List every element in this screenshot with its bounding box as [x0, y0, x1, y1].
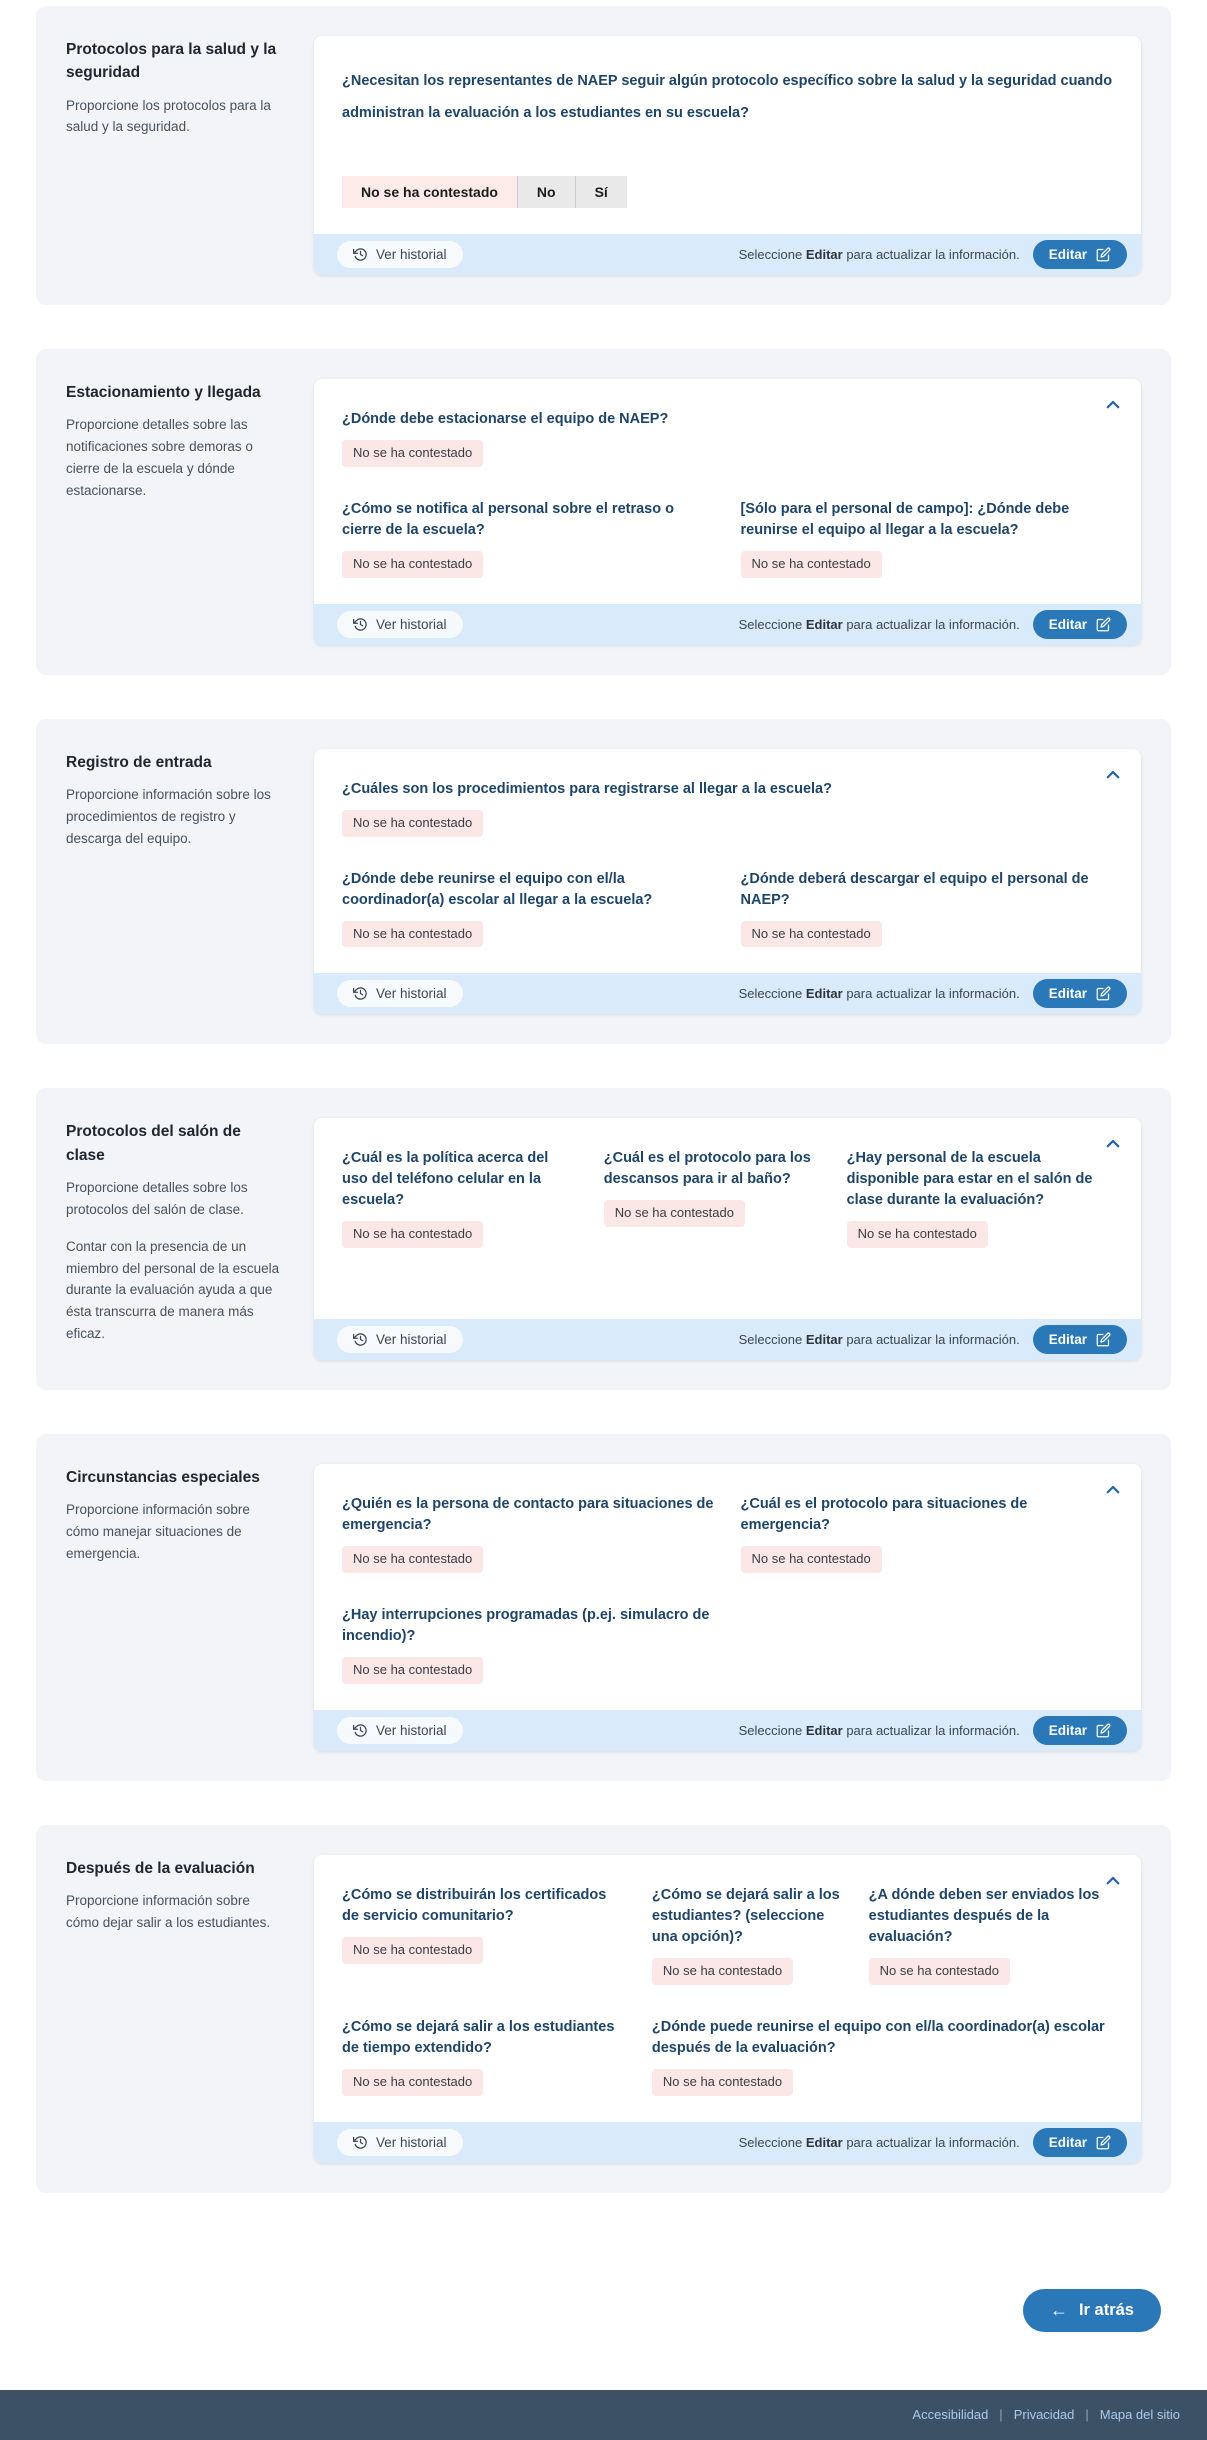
- status-badge-not-answered: No se ha contestado: [869, 1958, 1010, 1985]
- status-badge-not-answered: No se ha contestado: [342, 1937, 483, 1964]
- section-title: Registro de entrada: [66, 753, 212, 771]
- status-badge-not-answered: No se ha contestado: [342, 1657, 483, 1684]
- view-history-button[interactable]: Ver historial: [337, 2129, 463, 2156]
- status-badge-not-answered: No se ha contestado: [342, 1221, 483, 1248]
- question-text: ¿Cuál es el protocolo para los descansos para ir al baño?: [603, 1150, 811, 1188]
- edit-hint: Seleccione Editar para actualizar la información.: [738, 2134, 1020, 2150]
- collapse-button[interactable]: [1100, 762, 1126, 788]
- left-arrow-icon: ←: [1049, 2300, 1068, 2321]
- section-description: Proporcione información sobre cómo manejar situaciones de emergencia.: [66, 1502, 250, 1561]
- history-icon: [353, 617, 368, 632]
- footer-link-accesibilidad[interactable]: Accesibilidad: [912, 2407, 989, 2423]
- back-row: [36, 2237, 1171, 2390]
- status-badge-not-answered: No se ha contestado: [342, 2069, 483, 2096]
- edit-icon: [1096, 247, 1111, 262]
- question-text: ¿Dónde debe estacionarse el equipo de NAEP?: [342, 410, 669, 427]
- chevron-up-icon: [1104, 1135, 1122, 1153]
- edit-button[interactable]: Editar: [1033, 979, 1127, 1008]
- collapse-button[interactable]: [1100, 1868, 1126, 1894]
- card-footer: [314, 234, 1141, 275]
- chevron-up-icon: [1104, 1481, 1122, 1499]
- sections-list: [36, 6, 1171, 2193]
- chevron-up-icon: [1104, 766, 1122, 784]
- question-text: ¿Necesitan los representantes de NAEP seguir algún protocolo específico sobre la salud y la seguridad cuando administran la evaluación a los estudiantes en su escuela?: [342, 73, 1113, 121]
- question-text: ¿Hay interrupciones programadas (p.ej. simulacro de incendio)?: [342, 1606, 710, 1644]
- segment-option[interactable]: No se ha contestado: [342, 176, 517, 208]
- section-description: Proporcione detalles sobre las notificaciones sobre demoras o cierre de la escuela y dónde estacionarse.: [66, 417, 253, 498]
- edit-button[interactable]: Editar: [1033, 610, 1127, 639]
- question-text: ¿Cuál es el protocolo para situaciones de emergencia?: [740, 1495, 1028, 1533]
- footer-separator: |: [999, 2407, 1003, 2423]
- status-badge-not-answered: No se ha contestado: [652, 2069, 793, 2096]
- section-estacionamiento-llegada: [36, 349, 1171, 675]
- edit-icon: [1096, 1723, 1111, 1738]
- segment-option[interactable]: Sí: [575, 176, 627, 208]
- question-text: ¿Cuál es la política acerca del uso del teléfono celular en la escuela?: [342, 1150, 549, 1209]
- section-title: Circunstancias especiales: [66, 1468, 260, 1486]
- question-text: ¿Quién es la persona de contacto para situaciones de emergencia?: [342, 1495, 714, 1533]
- question-text: ¿Dónde debe reunirse el equipo con el/la coordinador(a) escolar al llegar a la escuela?: [342, 870, 653, 908]
- back-button-label: Ir atrás: [1078, 2300, 1134, 2319]
- status-badge-not-answered: No se ha contestado: [604, 1200, 745, 1227]
- question-text: ¿Cuáles son los procedimientos para registrarse al llegar a la escuela?: [342, 780, 832, 797]
- question-text: ¿Cómo se distribuirán los certificados de servicio comunitario?: [342, 1886, 607, 1924]
- edit-hint: Seleccione Editar para actualizar la información.: [738, 616, 1020, 632]
- section-description: Proporcione los protocolos para la salud y la seguridad.: [66, 97, 271, 135]
- history-icon: [353, 247, 368, 262]
- answer-segmented-control: [342, 176, 627, 208]
- edit-icon: [1096, 986, 1111, 1001]
- question-text: ¿Cómo se dejará salir a los estudiantes? (seleccione una opción)?: [651, 1886, 840, 1945]
- view-history-button[interactable]: Ver historial: [337, 241, 463, 268]
- card-footer: [314, 1319, 1141, 1360]
- footer-link-mapa-del-sitio[interactable]: Mapa del sitio: [1099, 2407, 1180, 2423]
- section-description: Proporcione información sobre cómo dejar salir a los estudiantes.: [66, 1893, 271, 1930]
- status-badge-not-answered: No se ha contestado: [741, 551, 882, 578]
- section-title: Después de la evaluación: [66, 1859, 255, 1877]
- edit-button[interactable]: Editar: [1033, 1716, 1127, 1745]
- view-history-button[interactable]: Ver historial: [337, 1326, 463, 1353]
- status-badge-not-answered: No se ha contestado: [342, 1546, 483, 1573]
- question-text: ¿Cómo se notifica al personal sobre el retraso o cierre de la escuela?: [342, 500, 674, 538]
- edit-button[interactable]: Editar: [1033, 1325, 1127, 1354]
- section-description: Contar con la presencia de un miembro del personal de la escuela durante la evaluación ayuda a que ésta transcurra de manera más eficaz.: [66, 1238, 280, 1342]
- edit-button[interactable]: Editar: [1033, 2128, 1127, 2157]
- question-card: [314, 1464, 1141, 1751]
- status-badge-not-answered: No se ha contestado: [342, 921, 483, 948]
- status-badge-not-answered: No se ha contestado: [342, 440, 483, 467]
- card-footer: [314, 604, 1141, 645]
- question-card: [314, 1855, 1141, 2163]
- question-text: [Sólo para el personal de campo]: ¿Dónde debe reunirse el equipo al llegar a la escuela?: [740, 500, 1070, 538]
- question-text: ¿Cómo se dejará salir a los estudiantes de tiempo extendido?: [342, 2018, 615, 2056]
- status-badge-not-answered: No se ha contestado: [342, 551, 483, 578]
- collapse-button[interactable]: [1100, 392, 1126, 418]
- footer-separator: |: [1085, 2407, 1089, 2423]
- view-history-button[interactable]: Ver historial: [337, 980, 463, 1007]
- question-card: [314, 379, 1141, 645]
- section-despues-evaluacion: [36, 1825, 1171, 2193]
- section-salud-seguridad: [36, 6, 1171, 305]
- history-icon: [353, 1332, 368, 1347]
- collapse-button[interactable]: [1100, 1477, 1126, 1503]
- section-registro-de-entrada: [36, 719, 1171, 1045]
- section-title: Estacionamiento y llegada: [66, 383, 261, 401]
- question-card: [314, 749, 1141, 1015]
- history-icon: [353, 1723, 368, 1738]
- edit-hint: Seleccione Editar para actualizar la información.: [738, 986, 1020, 1002]
- status-badge-not-answered: No se ha contestado: [741, 1546, 882, 1573]
- question-text: ¿Hay personal de la escuela disponible para estar en el salón de clase durante la evaluación?: [846, 1150, 1093, 1209]
- question-text: ¿A dónde deben ser enviados los estudiantes después de la evaluación?: [868, 1886, 1100, 1945]
- question-card: [314, 36, 1141, 275]
- section-protocolos-salon-clase: [36, 1088, 1171, 1390]
- status-badge-not-answered: No se ha contestado: [342, 810, 483, 837]
- section-circunstancias-especiales: [36, 1434, 1171, 1781]
- history-icon: [353, 2135, 368, 2150]
- footer-link-privacidad[interactable]: Privacidad: [1013, 2407, 1075, 2423]
- question-text: ¿Dónde deberá descargar el equipo el personal de NAEP?: [740, 870, 1089, 908]
- edit-icon: [1096, 1332, 1111, 1347]
- edit-hint: Seleccione Editar para actualizar la información.: [738, 1331, 1020, 1347]
- view-history-button[interactable]: Ver historial: [337, 611, 463, 638]
- section-description: Proporcione detalles sobre los protocolos del salón de clase.: [66, 1179, 248, 1217]
- status-badge-not-answered: No se ha contestado: [741, 921, 882, 948]
- chevron-up-icon: [1104, 1872, 1122, 1890]
- card-footer: [314, 973, 1141, 1014]
- card-footer: [314, 2122, 1141, 2163]
- view-history-button[interactable]: Ver historial: [337, 1717, 463, 1744]
- collapse-button[interactable]: [1100, 1131, 1126, 1157]
- edit-icon: [1096, 2135, 1111, 2150]
- edit-icon: [1096, 617, 1111, 632]
- status-badge-not-answered: No se ha contestado: [847, 1221, 988, 1248]
- page-footer: [0, 2390, 1207, 2440]
- status-badge-not-answered: No se ha contestado: [652, 1958, 793, 1985]
- question-card: [314, 1118, 1141, 1360]
- section-title: Protocolos del salón de clase: [66, 1123, 241, 1164]
- history-icon: [353, 986, 368, 1001]
- card-footer: [314, 1710, 1141, 1751]
- chevron-up-icon: [1104, 396, 1122, 414]
- edit-button[interactable]: Editar: [1033, 240, 1127, 269]
- back-button[interactable]: [1023, 2289, 1161, 2332]
- edit-hint: Seleccione Editar para actualizar la información.: [738, 1722, 1020, 1738]
- edit-hint: Seleccione Editar para actualizar la información.: [738, 246, 1020, 262]
- section-title: Protocolos para la salud y la seguridad: [66, 41, 277, 82]
- section-description: Proporcione información sobre los procedimientos de registro y descarga del equipo.: [66, 786, 271, 846]
- question-text: ¿Dónde puede reunirse el equipo con el/la coordinador(a) escolar después de la evaluación?: [651, 2018, 1105, 2056]
- segment-option[interactable]: No: [517, 176, 575, 208]
